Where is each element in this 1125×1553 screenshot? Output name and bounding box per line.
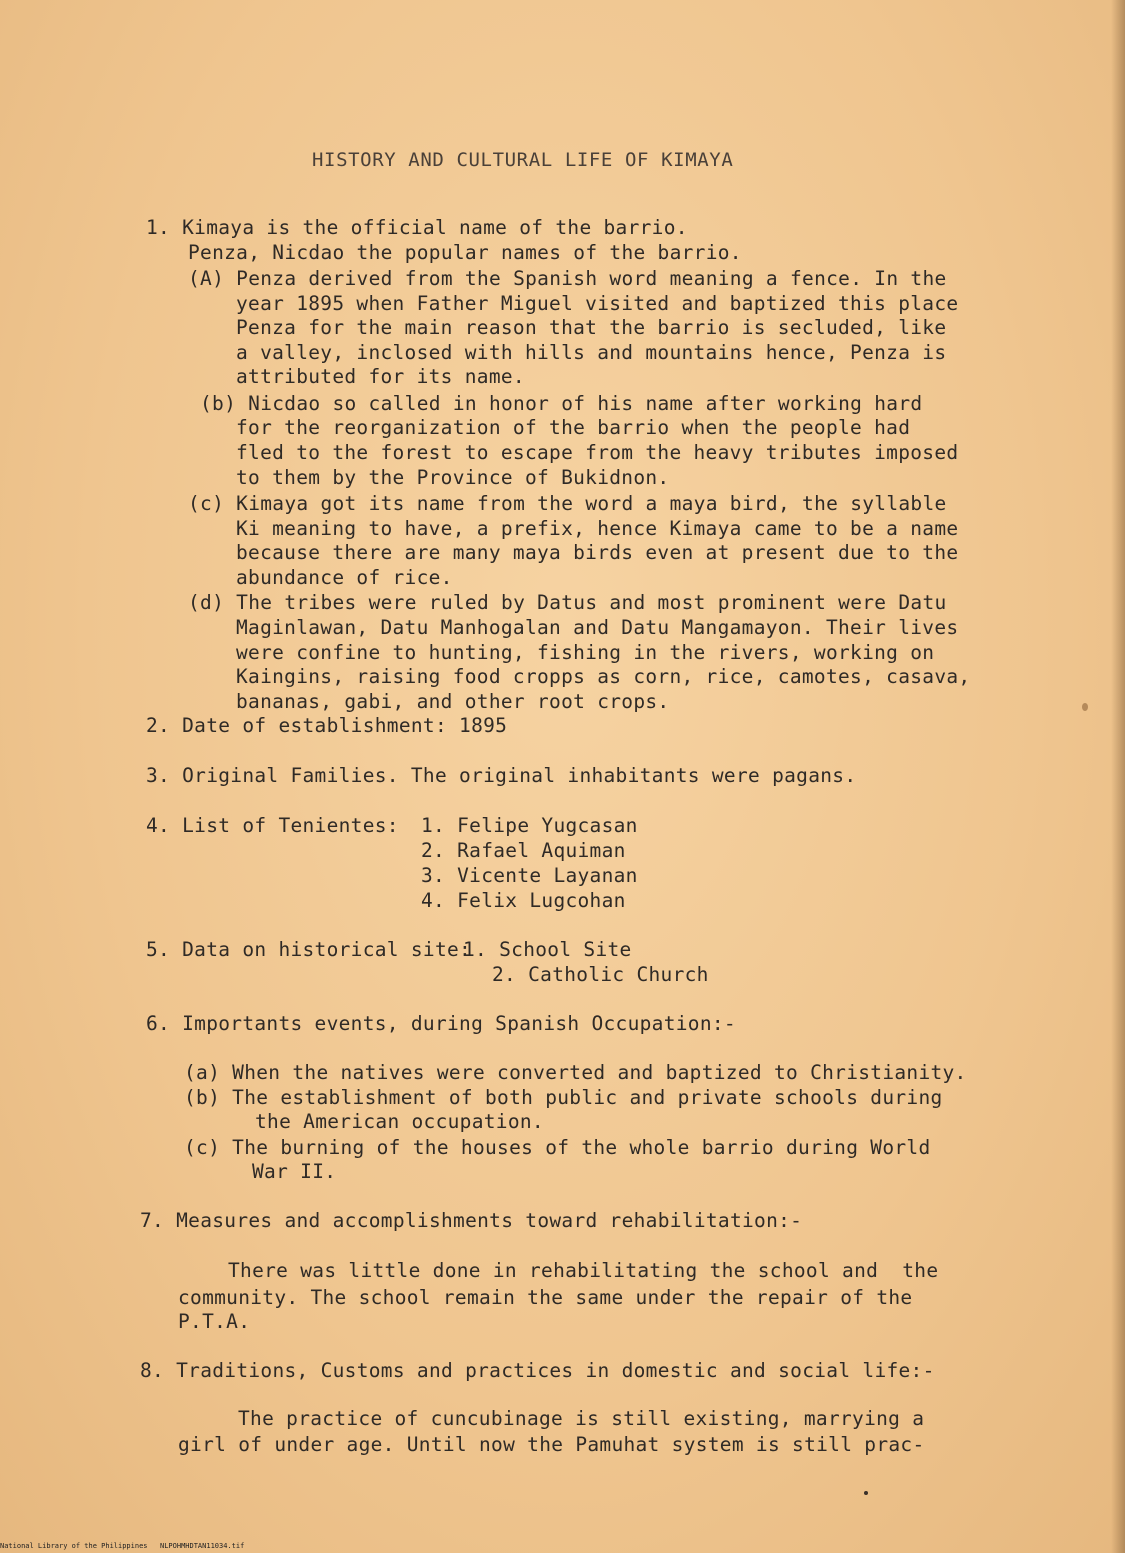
item-1c-line: Ki meaning to have, a prefix, hence Kimaya came to be a name — [236, 517, 959, 540]
item-1a-line: attributed for its name. — [236, 365, 525, 388]
item-6b-line: (b) The establishment of both public and private schools during — [184, 1086, 943, 1109]
item-4-label: 4. List of Tenientes: — [146, 814, 399, 837]
item-1a-line: (A) Penza derived from the Spanish word meaning a fence. In the — [188, 267, 947, 290]
item-1a-line: a valley, inclosed with hills and mountains hence, Penza is — [236, 341, 947, 364]
item-7-paragraph: P.T.A. — [178, 1310, 251, 1333]
item-1d-line: Kaingins, raising food cropps as corn, rice, camotes, casava, — [236, 665, 971, 688]
item-8-paragraph: girl of under age. Until now the Pamuhat system is still prac- — [178, 1433, 925, 1456]
item-7-paragraph: There was little done in rehabilitating the school and the — [228, 1259, 939, 1282]
item-1c-line: because there are many maya birds even at present due to the — [236, 541, 959, 564]
teniente-name: 4. Felix Lugcohan — [421, 889, 626, 912]
item-1-line: 1. Kimaya is the official name of the barrio. — [146, 216, 688, 239]
item-1d-line: were confine to hunting, fishing in the rivers, working on — [236, 641, 935, 664]
item-6b-line: the American occupation. — [255, 1110, 544, 1133]
footer-library-credit: National Library of the Philippines — [0, 1542, 148, 1550]
item-3-line: 3. Original Families. The original inhabitants were pagans. — [146, 764, 857, 787]
item-1c-line: (c) Kimaya got its name from the word a maya bird, the syllable — [188, 492, 947, 515]
item-7-paragraph: community. The school remain the same under the repair of the — [178, 1286, 913, 1309]
item-1b-line: to them by the Province of Bukidnon. — [236, 466, 670, 489]
item-1d-line: (d) The tribes were ruled by Datus and most prominent were Datu — [188, 591, 947, 614]
item-1c-line: abundance of rice. — [236, 566, 453, 589]
item-8-label: 8. Traditions, Customs and practices in domestic and social life:- — [140, 1359, 935, 1382]
document-title: HISTORY AND CULTURAL LIFE OF KIMAYA — [312, 149, 734, 171]
ink-speck — [864, 1491, 868, 1495]
item-5-label: 5. Data on historical site: — [146, 938, 472, 961]
item-1b-line: for the reorganization of the barrio when the people had — [236, 416, 911, 439]
item-1b-line: fled to the forest to escape from the heavy tributes imposed — [236, 441, 959, 464]
historical-site: 2. Catholic Church — [492, 963, 709, 986]
item-6a-line: (a) When the natives were converted and baptized to Christianity. — [184, 1061, 967, 1084]
item-6-label: 6. Importants events, during Spanish Occupation:- — [146, 1012, 736, 1035]
item-1d-line: Maginlawan, Datu Manhogalan and Datu Mangamayon. Their lives — [236, 616, 959, 639]
item-6c-line: (c) The burning of the houses of the whole barrio during World — [184, 1136, 931, 1159]
item-8-paragraph: The practice of cuncubinage is still existing, marrying a — [238, 1407, 925, 1430]
item-6c-line: War II. — [252, 1160, 337, 1183]
item-1a-line: Penza for the main reason that the barrio is secluded, like — [236, 316, 947, 339]
item-1-line: Penza, Nicdao the popular names of the barrio. — [188, 241, 742, 264]
historical-site: 1. School Site — [463, 938, 632, 961]
teniente-name: 1. Felipe Yugcasan — [421, 814, 638, 837]
teniente-name: 2. Rafael Aquiman — [421, 839, 626, 862]
footer-filename: NLPOHMHDTAN11034.tif — [160, 1542, 245, 1550]
page-edge-shadow — [1111, 0, 1125, 1553]
item-7-label: 7. Measures and accomplishments toward rehabilitation:- — [140, 1209, 803, 1232]
item-1b-line: (b) Nicdao so called in honor of his name after working hard — [200, 392, 923, 415]
item-1a-line: year 1895 when Father Miguel visited and baptized this place — [236, 292, 959, 315]
item-1d-line: bananas, gabi, and other root crops. — [236, 690, 670, 713]
teniente-name: 3. Vicente Layanan — [421, 864, 638, 887]
paper-stain — [1082, 703, 1088, 711]
item-2-line: 2. Date of establishment: 1895 — [146, 714, 508, 737]
